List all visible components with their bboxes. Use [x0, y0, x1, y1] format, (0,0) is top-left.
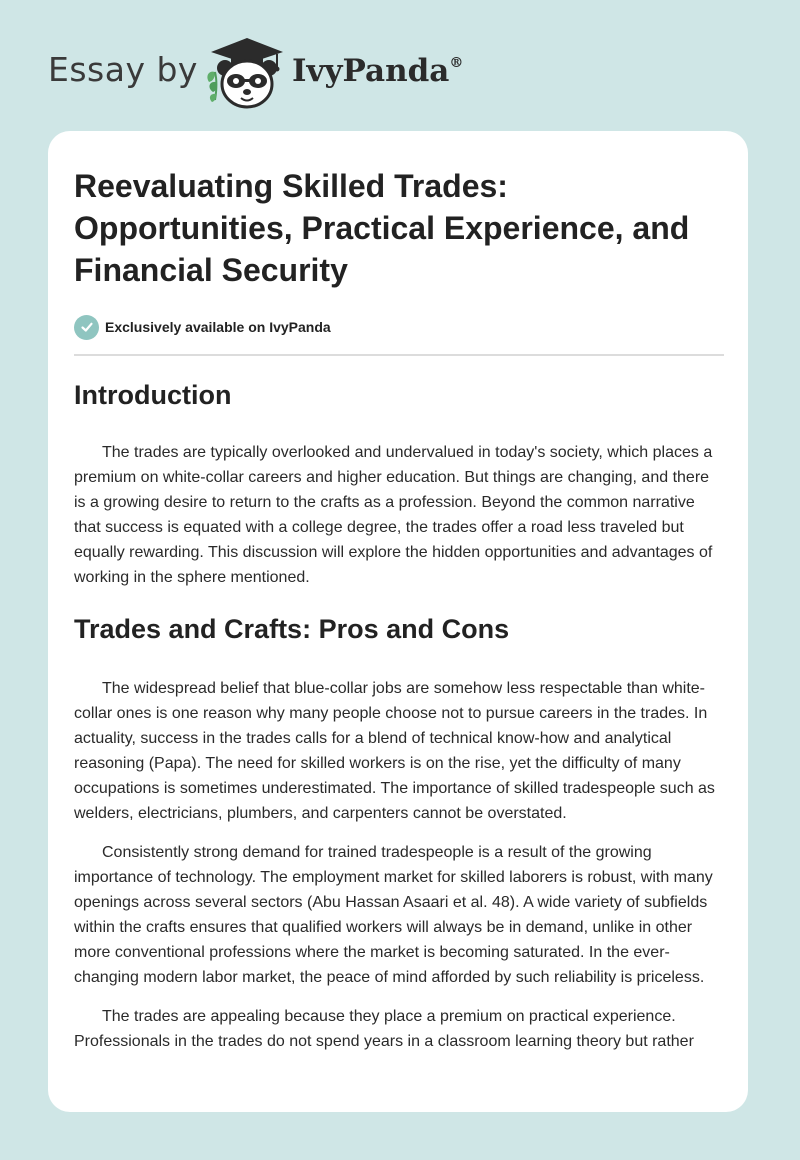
paragraph: The trades are appealing because they place a premium on practical experience. Professionals in the trades do not spend years in a classroom learning theory but rather	[74, 1008, 694, 1050]
essay-content	[74, 165, 724, 1054]
brand-logo-text[interactable]	[292, 53, 463, 89]
essay-title: Reevaluating Skilled Trades: Opportunities, Practical Experience, and Financial Security	[74, 168, 690, 288]
check-circle-icon	[74, 315, 99, 340]
section-heading-trades-and-crafts: Trades and Crafts: Pros and Cons	[74, 614, 510, 644]
paragraph: Consistently strong demand for trained tradespeople is a result of the growing importance of technology. The employment market for skilled laborers is robust, with many openings across several sectors (Abu Hassan Asaari et al. 48). A wide variety of subfields within the crafts ensures that qualified workers will always be in demand, unlike in other more conventional professions where the market is becoming saturated. In the ever-changing modern labor market, the peace of mind afforded by such reliability is priceless.	[74, 844, 713, 986]
panda-logo-icon[interactable]	[203, 36, 283, 110]
brand-name: IvyPanda	[292, 53, 450, 89]
essay-card	[48, 131, 748, 1112]
site-header	[0, 0, 800, 130]
title-divider	[74, 354, 724, 356]
essay-by-label: Essay by	[48, 50, 198, 89]
exclusive-badge	[74, 314, 724, 340]
paragraph: The trades are typically overlooked and undervalued in today's society, which places a premium on white-collar careers and higher education. But things are changing, and there is a growing desire to return to the crafts as a profession. Beyond the common narrative that success is equated with a college degree, the trades offer a road less traveled but equally rewarding. This discussion will explore the hidden opportunities and advantages of working in the sphere mentioned.	[74, 444, 713, 586]
section-heading-introduction: Introduction	[74, 380, 232, 410]
trademark-symbol: ®	[449, 55, 464, 71]
exclusive-badge-label: Exclusively available on IvyPanda	[105, 319, 331, 335]
paragraph: The widespread belief that blue-collar jobs are somehow less respectable than white-collar ones is one reason why many people choose not to pursue careers in the trades. In actuality, success in the trades calls for a blend of technical know-how and analytical reasoning (Papa). The need for skilled workers is on the rise, yet the difficulty of many occupations is sometimes underestimated. The importance of skilled tradespeople such as welders, electricians, plumbers, and carpenters cannot be overstated.	[74, 680, 715, 822]
